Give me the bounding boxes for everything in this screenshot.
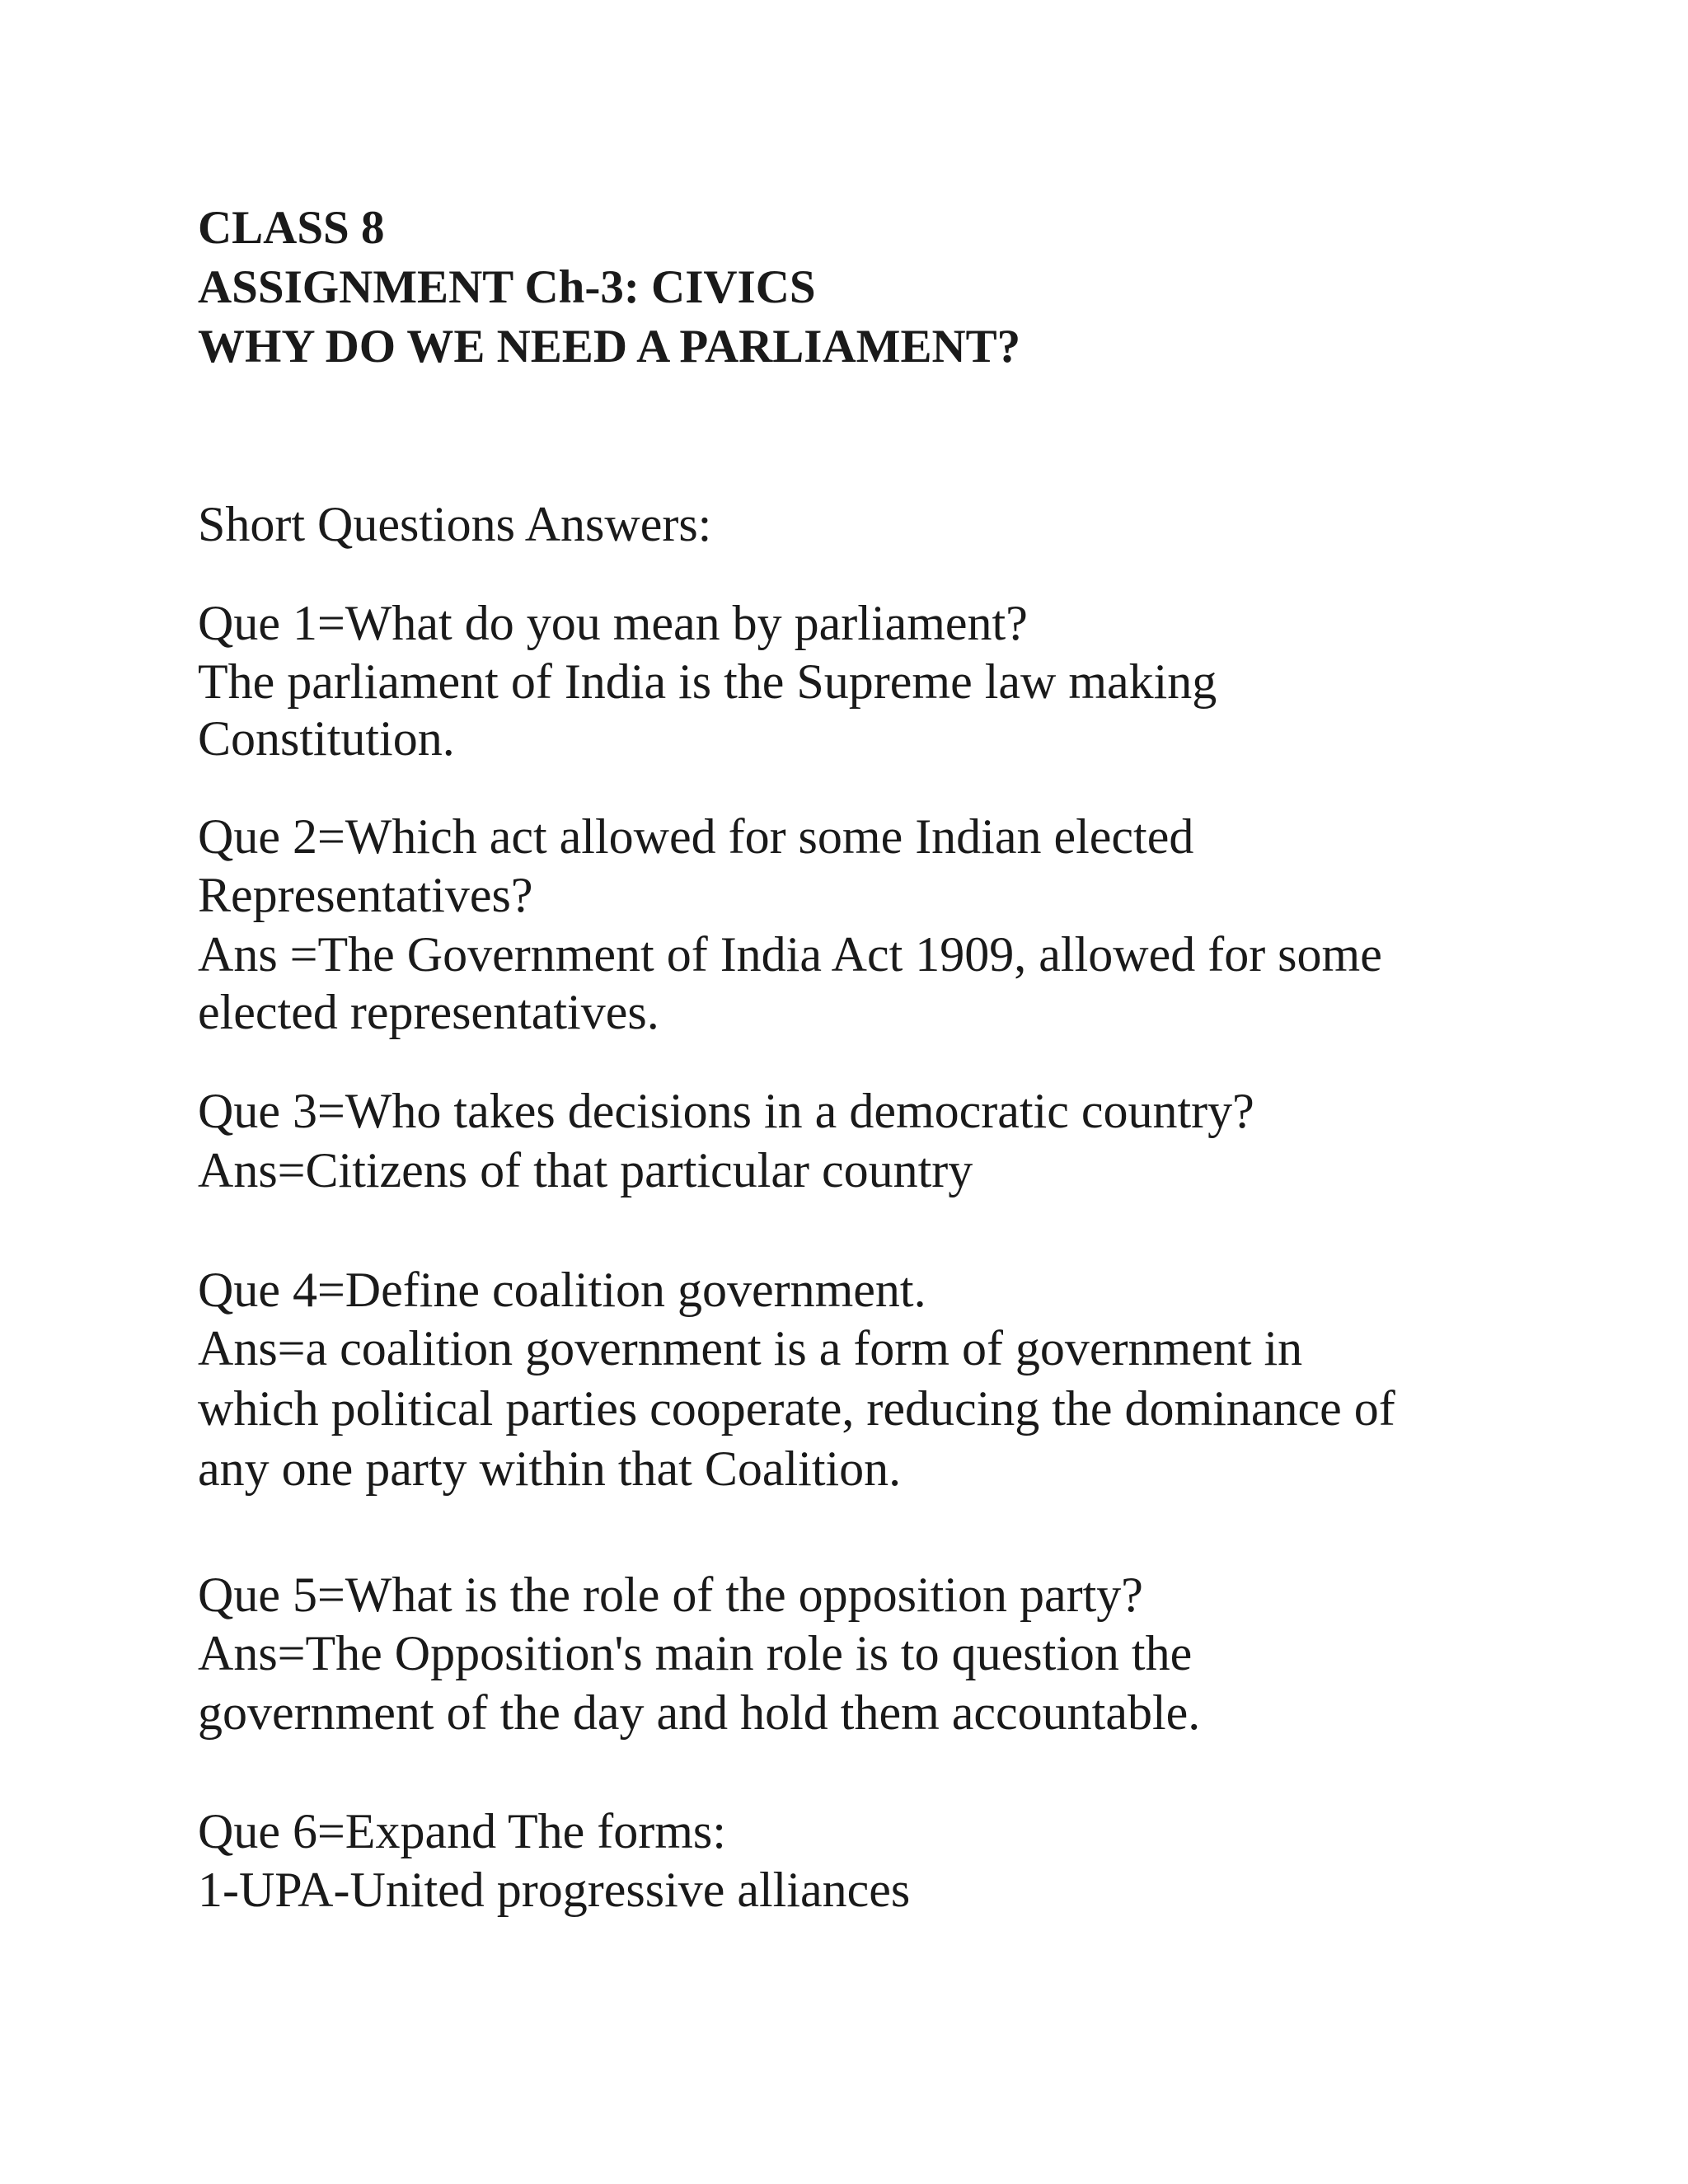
question-1: Que 1=What do you mean by parliament?: [198, 596, 1028, 650]
question-2-line-2: Representatives?: [198, 868, 533, 922]
topic-heading: WHY DO WE NEED A PARLIAMENT?: [198, 321, 1021, 373]
question-4: Que 4=Define coalition government.: [198, 1263, 926, 1317]
question-5: Que 5=What is the role of the opposition party?: [198, 1568, 1143, 1622]
answer-4-line-2: which political parties cooperate, reducing the dominance of: [198, 1381, 1395, 1436]
answer-2-line-2: elected representatives.: [198, 985, 659, 1039]
answer-3-line-1: Ans=Citizens of that particular country: [198, 1143, 973, 1197]
question-3: Que 3=Who takes decisions in a democratic country?: [198, 1084, 1254, 1138]
answer-5-line-2: government of the day and hold them accountable.: [198, 1685, 1201, 1740]
assignment-heading: ASSIGNMENT Ch-3: CIVICS: [198, 261, 816, 313]
answer-5-line-1: Ans=The Opposition's main role is to question the: [198, 1626, 1193, 1680]
answer-4-line-1: Ans=a coalition government is a form of government in: [198, 1321, 1303, 1376]
answer-2-line-1: Ans =The Government of India Act 1909, allowed for some: [198, 927, 1382, 982]
class-heading: CLASS 8: [198, 202, 385, 254]
answer-1-line-2: Constitution.: [198, 711, 455, 766]
answer-1-line-1: The parliament of India is the Supreme law making: [198, 654, 1217, 709]
question-2-line-1: Que 2=Which act allowed for some Indian elected: [198, 809, 1194, 864]
section-title: Short Questions Answers:: [198, 497, 712, 551]
answer-6-line-1: 1-UPA-United progressive alliances: [198, 1863, 911, 1917]
answer-4-line-3: any one party within that Coalition.: [198, 1441, 902, 1496]
question-6: Que 6=Expand The forms:: [198, 1804, 726, 1858]
